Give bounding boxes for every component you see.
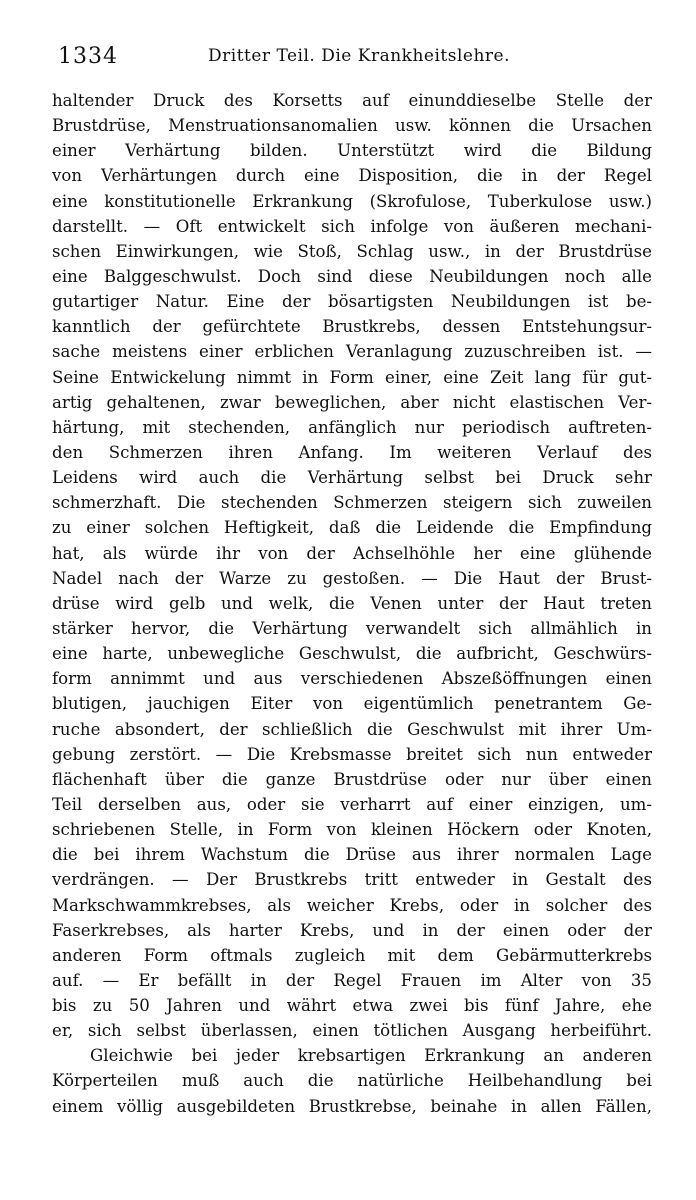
body-text: [52, 88, 652, 1119]
text-line: Faserkrebses, als harter Krebs, und in der einen oder der: [52, 920, 652, 940]
page-number: 1334: [58, 44, 118, 69]
text-line: eine konstitutionelle Erkrankung (Skrofulose, Tuberkulose usw.): [52, 191, 652, 211]
text-line: schmerzhaft. Die stechenden Schmerzen steigern sich zuweilen: [52, 493, 652, 513]
text-line: Markschwammkrebses, als weicher Krebs, oder in solcher des: [52, 895, 652, 915]
text-line: Nadel nach der Warze zu gestoßen. — Die Haut der Brust-: [52, 568, 652, 588]
text-line: anderen Form oftmals zugleich mit dem Gebärmutterkrebs: [52, 945, 652, 965]
text-line: sache meistens einer erblichen Veranlagung zuzuschreiben ist. —: [52, 342, 652, 362]
text-line: blutigen, jauchigen Eiter von eigentümlich penetrantem Ge-: [52, 694, 652, 714]
text-line: darstellt. — Oft entwickelt sich infolge von äußeren mechani-: [52, 216, 652, 236]
text-line: auf. — Er befällt in der Regel Frauen im Alter von 35: [52, 970, 652, 990]
text-line: von Verhärtungen durch eine Disposition, die in der Regel: [52, 166, 652, 186]
text-line: artig gehaltenen, zwar beweglichen, aber nicht elastischen Ver-: [52, 392, 652, 412]
running-head: Dritter Teil. Die Krankheitslehre.: [208, 46, 510, 66]
text-line: Teil derselben aus, oder sie verharrt auf einer einzigen, um-: [52, 794, 652, 814]
text-line: einer Verhärtung bilden. Unterstützt wird die Bildung: [52, 141, 652, 161]
text-line: schriebenen Stelle, in Form von kleinen Höckern oder Knoten,: [52, 820, 652, 840]
text-line: Körperteilen muß auch die natürliche Heilbehandlung bei: [52, 1071, 652, 1091]
text-line: den Schmerzen ihren Anfang. Im weiteren Verlauf des: [52, 442, 652, 462]
text-line: Gleichwie bei jeder krebsartigen Erkrankung an anderen: [90, 1046, 652, 1066]
text-line: gebung zerstört. — Die Krebsmasse breitet sich nun entweder: [52, 744, 652, 764]
text-line: verdrängen. — Der Brustkrebs tritt entweder in Gestalt des: [52, 870, 652, 890]
text-line: Seine Entwickelung nimmt in Form einer, eine Zeit lang für gut-: [52, 367, 652, 387]
text-line: schen Einwirkungen, wie Stoß, Schlag usw., in der Brustdrüse: [52, 241, 652, 261]
text-line: stärker hervor, die Verhärtung verwandelt sich allmählich in: [52, 618, 652, 638]
text-line: haltender Druck des Korsetts auf einunddieselbe Stelle der: [52, 91, 652, 110]
text-line: eine harte, unbewegliche Geschwulst, die aufbricht, Geschwürs-: [52, 644, 652, 664]
text-line: ruche absondert, der schließlich die Geschwulst mit ihrer Um-: [52, 719, 652, 739]
page-header: [58, 42, 658, 72]
text-line: die bei ihrem Wachstum die Drüse aus ihrer normalen Lage: [52, 845, 652, 865]
text-line: zu einer solchen Heftigkeit, daß die Leidende die Empfindung: [52, 518, 652, 538]
text-line: gutartiger Natur. Eine der bösartigsten Neubildungen ist be-: [52, 292, 652, 312]
text-line: hat, als würde ihr von der Achselhöhle her eine glühende: [52, 543, 652, 563]
text-line: er, sich selbst überlassen, einen tötlichen Ausgang herbeiführt.: [52, 1021, 652, 1041]
text-line: kanntlich der gefürchtete Brustkrebs, dessen Entstehungsur-: [52, 317, 652, 337]
text-line: drüse wird gelb und welk, die Venen unter der Haut treten: [52, 593, 652, 613]
text-line: Brustdrüse, Menstruationsanomalien usw. können die Ursachen: [52, 116, 652, 136]
text-line: Leidens wird auch die Verhärtung selbst bei Druck sehr: [52, 468, 652, 488]
text-line: einem völlig ausgebildeten Brustkrebse, beinahe in allen Fällen,: [52, 1096, 652, 1116]
text-line: eine Balggeschwulst. Doch sind diese Neubildungen noch alle: [52, 266, 652, 286]
text-line: bis zu 50 Jahren und währt etwa zwei bis fünf Jahre, ehe: [52, 996, 652, 1016]
text-line: form annimmt und aus verschiedenen Abszeßöffnungen einen: [52, 669, 652, 689]
text-line: flächenhaft über die ganze Brustdrüse oder nur über einen: [52, 769, 652, 789]
text-line: härtung, mit stechenden, anfänglich nur periodisch auftreten-: [52, 417, 652, 437]
